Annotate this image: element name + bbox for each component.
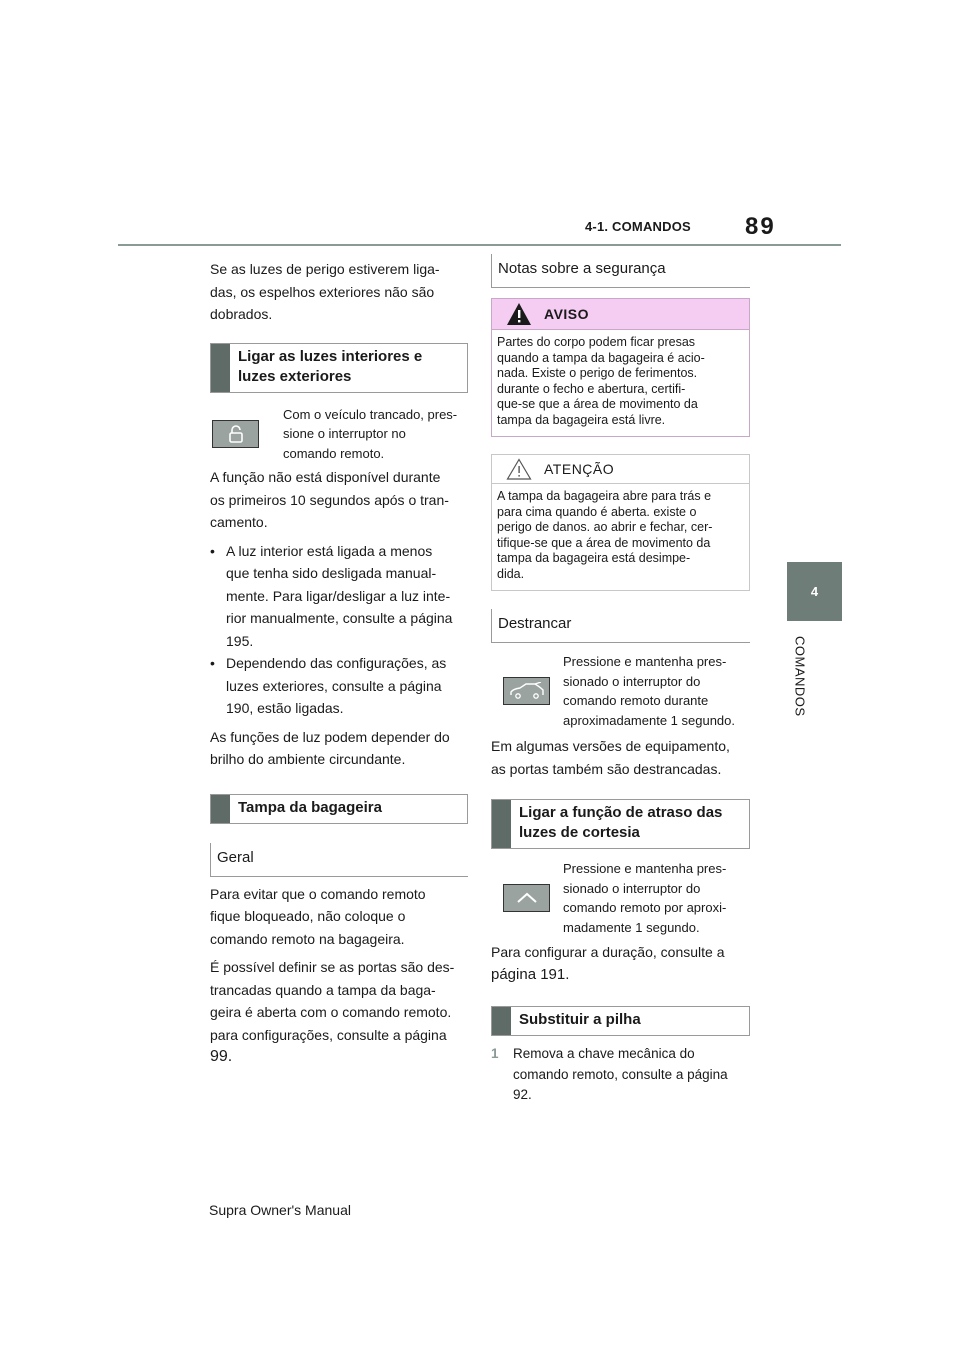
header-rule <box>118 244 841 246</box>
paragraph: É possível definir se as portas são des- trancadas quando a tampa da baga- geira é aberta com o comando remoto. para configurações, consulte a página 99. <box>210 959 455 1065</box>
section-heading-courtesy: Ligar a função de atraso das luzes de cortesia <box>491 799 750 849</box>
chapter-tab-label: COMANDOS <box>792 635 808 717</box>
bullet-item: • A luz interior está ligada a menos que tenha sido desligada manual- mente. Para ligar/desligar a luz inte- rior manualmente, consulte a página 195. <box>210 542 453 649</box>
left-column <box>210 258 468 1075</box>
chapter-title: 4-1. COMANDOS <box>585 219 691 234</box>
chevron-up-icon <box>503 884 550 912</box>
paragraph: A função não está disponível durante os primeiros 10 segundos após o tran- camento. <box>210 469 449 530</box>
heading-bar <box>492 1007 511 1035</box>
intro-paragraph: Se as luzes de perigo estiverem liga- das, os espelhos exteriores não são dobrados. <box>210 261 440 322</box>
subsection-heading-unlock: Destrancar <box>491 609 750 643</box>
paragraph: As funções de luz podem depender do brilho do ambiente circundante. <box>210 728 450 767</box>
paragraph: Para configurar a duração, consulte a página 191. <box>491 944 725 983</box>
section-heading-lights: Ligar as luzes interiores e luzes exteriores <box>210 343 468 393</box>
section-heading-battery: Substituir a pilha <box>491 1006 750 1036</box>
remote-lock-instruction: Com o veículo trancado, pres- sione o interruptor no comando remoto. <box>212 405 468 464</box>
caution-box: ATENÇÃO A tampa da bagageira abre para trás e para cima quando é aberta. existe o perigo de danos. ao abrir e fechar, cer- tifique-se que a área de movimento da tampa da bagageira está desimpe- dida. <box>491 454 750 591</box>
caution-triangle-icon <box>506 458 532 480</box>
bullet-item: • Dependendo das configurações, as luzes exteriores, consulte a página 190, estão ligadas. <box>210 655 447 716</box>
unlock-instruction: Pressione e mantenha pres- sionado o interruptor do comando remoto durante aproximadamente 1 segundo. <box>503 652 750 730</box>
heading-bar <box>211 795 230 823</box>
manual-name: Supra Owner's Manual <box>209 1202 351 1218</box>
paragraph: Para evitar que o comando remoto fique bloqueado, não coloque o comando remoto na bagageira. <box>210 885 426 947</box>
heading-bar <box>492 800 511 848</box>
courtesy-instruction: Pressione e mantenha pres- sionado o interruptor do comando remoto por aproxi- madamente 1 segundo. <box>503 859 750 937</box>
warning-triangle-icon <box>506 302 532 326</box>
right-column <box>491 254 750 1106</box>
page-number: 89 <box>745 213 776 240</box>
subsection-heading-safety: Notas sobre a segurança <box>491 254 750 288</box>
subsection-heading-general: Geral <box>210 843 468 877</box>
chapter-tab: 4 <box>787 562 842 621</box>
heading-bar <box>211 344 230 392</box>
paragraph: Em algumas versões de equipamento, as portas também são destrancadas. <box>491 738 730 777</box>
step-item: 1 Remova a chave mecânica do comando remoto, consulte a página 92. <box>491 1046 728 1102</box>
warning-box: AVISO Partes do corpo podem ficar presas quando a tampa da bagageira é acio- nada. Existe o perigo de ferimentos. durante o fecho e abertura, certifi- que-se que a área de movimento da tampa da bagageira está livre. <box>491 298 750 437</box>
section-heading-trunk: Tampa da bagageira <box>210 794 468 824</box>
car-trunk-icon <box>503 677 550 705</box>
padlock-icon <box>212 420 259 448</box>
